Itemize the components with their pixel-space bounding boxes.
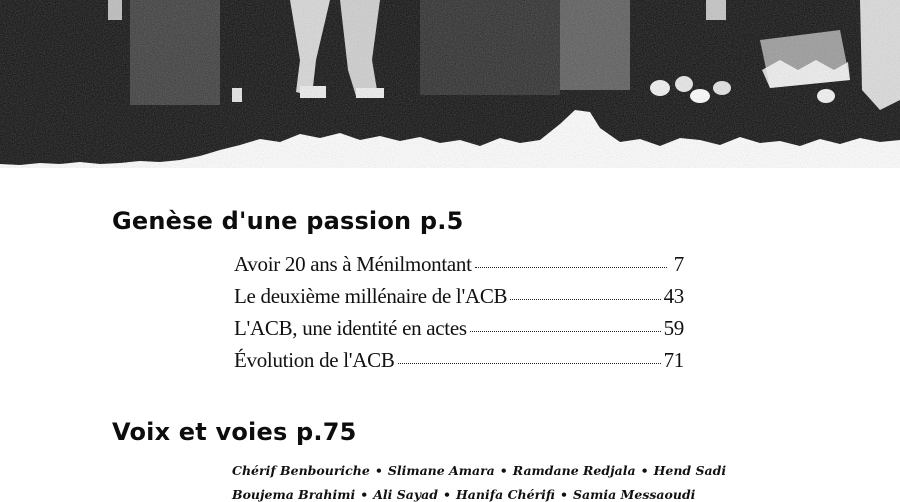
toc-entry[interactable] — [234, 252, 684, 284]
dot-leader — [475, 267, 667, 268]
section-title-voix-et-voies: Voix et voies p.75 — [112, 418, 357, 446]
toc-entry[interactable] — [234, 348, 684, 380]
author-name: Chérif Benbouriche — [232, 463, 370, 478]
dot-leader — [398, 363, 661, 364]
toc-entry[interactable] — [234, 284, 684, 316]
toc-entry-page: 71 — [663, 348, 684, 372]
toc-entry-label: Le deuxième millénaire de l'ACB — [234, 284, 508, 308]
photo-figures — [0, 0, 900, 168]
authors-line-1 — [232, 463, 752, 478]
toc-entry-label: Avoir 20 ans à Ménilmontant — [234, 252, 472, 276]
bullet-separator: • — [443, 487, 451, 502]
author-name: Ramdane Redjala — [512, 463, 636, 478]
toc-entry[interactable] — [234, 316, 684, 348]
header-photo — [0, 0, 900, 168]
toc-entry-page: 7 — [673, 252, 684, 276]
author-name: Slimane Amara — [387, 463, 495, 478]
author-name: Hend Sadi — [653, 463, 727, 478]
table-of-contents — [234, 252, 684, 380]
dot-leader — [470, 331, 661, 332]
bullet-separator: • — [640, 463, 649, 478]
toc-entry-page: 59 — [663, 316, 684, 340]
author-name: Boujema Brahimi — [232, 487, 356, 502]
author-name: Ali Sayad — [373, 487, 438, 502]
toc-entry-label: L'ACB, une identité en actes — [234, 316, 467, 340]
bullet-separator: • — [360, 487, 369, 502]
bullet-separator: • — [560, 487, 568, 502]
toc-entry-label: Évolution de l'ACB — [234, 348, 395, 372]
bullet-separator: • — [499, 463, 508, 478]
toc-entry-page: 43 — [663, 284, 684, 308]
bullet-separator: • — [374, 463, 383, 478]
author-name: Samia Messaoudi — [573, 487, 696, 502]
dot-leader — [510, 299, 660, 300]
author-name: Hanifa Chérifi — [456, 487, 555, 502]
section-title-genese: Genèse d'une passion p.5 — [112, 207, 464, 235]
